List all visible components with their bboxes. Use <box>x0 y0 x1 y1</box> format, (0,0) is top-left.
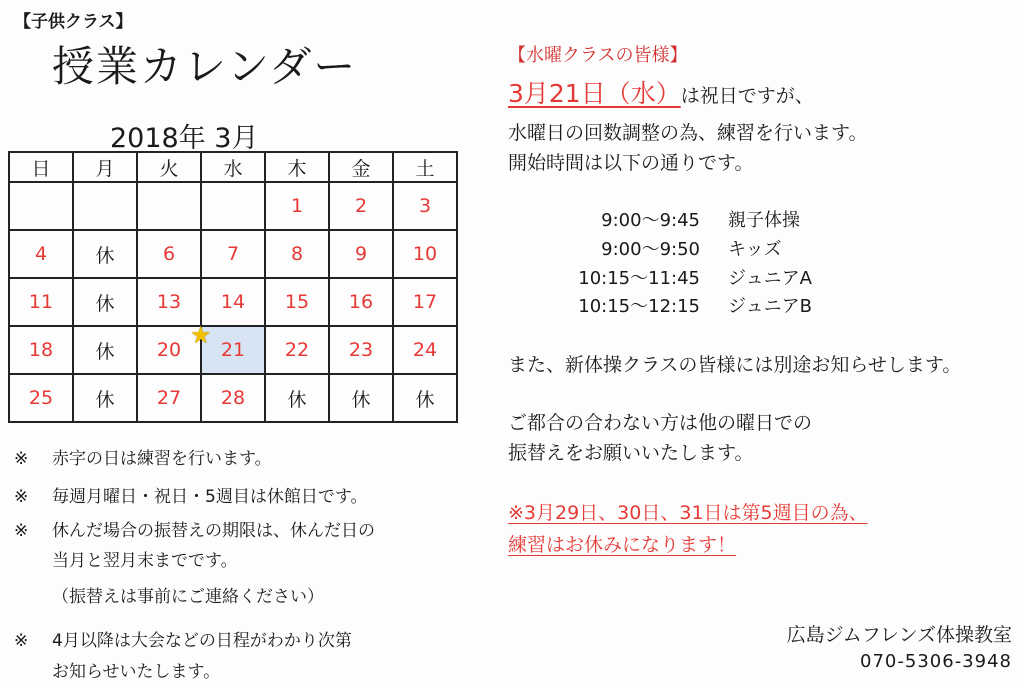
note-2 <box>14 482 367 507</box>
note-text: 4月以降は大会などの日程がわかり次第 <box>52 631 352 651</box>
weekday-header: 日 <box>9 152 73 182</box>
calendar-day-text: 17 <box>412 291 438 313</box>
calendar-day-cell <box>329 278 393 326</box>
calendar-day-cell <box>201 278 265 326</box>
calendar-day-text: 休 <box>95 244 115 267</box>
calendar-day-cell <box>265 326 329 374</box>
gym-name: 広島ジムフレンズ体操教室 <box>786 624 1012 646</box>
weekday-header: 月 <box>73 152 137 182</box>
alternative-note-line-2: 振替えをお願いいたします。 <box>508 442 754 464</box>
calendar-empty-cell <box>137 182 201 230</box>
schedule-time: 10:15～12:15 <box>578 296 700 317</box>
schedule-time: 10:15～11:45 <box>578 268 700 289</box>
start-time-note: 開始時間は以下の通りです。 <box>508 152 754 174</box>
fifth-week-notice-line-2: 練習はお休みになります！ <box>508 534 737 556</box>
calendar-day-cell <box>393 278 457 326</box>
calendar-day-text: 休 <box>351 388 371 411</box>
calendar-day-text: 21 <box>220 339 246 361</box>
calendar-day-cell <box>137 230 201 278</box>
calendar-day-text: 25 <box>28 387 54 409</box>
schedule-row <box>560 264 812 290</box>
note-3 <box>14 516 375 541</box>
calendar-day-cell <box>329 374 393 422</box>
calendar-day-text: 2 <box>354 195 368 217</box>
calendar-day-cell <box>265 182 329 230</box>
note-1 <box>14 444 272 469</box>
note-text: 毎週月曜日・祝日・5週目は休館日です。 <box>52 487 368 507</box>
calendar-day-text: 1 <box>290 195 304 217</box>
calendar-day-text: 13 <box>156 291 182 313</box>
calendar-week-row <box>9 182 457 230</box>
note-text: 休んだ場合の振替えの期限は、休んだ日の <box>52 521 375 541</box>
calendar-empty-cell <box>73 182 137 230</box>
calendar-day-cell <box>9 326 73 374</box>
weekday-header-row <box>9 152 457 182</box>
schedule-time: 9:00～9:45 <box>601 210 700 231</box>
calendar-day-text: 7 <box>226 243 240 265</box>
calendar-day-cell <box>393 374 457 422</box>
fifth-week-notice-line-1: ※3月29日、30日、31日は第5週目の為、 <box>508 502 868 524</box>
calendar-day-cell <box>201 374 265 422</box>
holiday-date-line <box>508 74 814 110</box>
schedule-class: ジュニアB <box>728 296 812 317</box>
schedule-row <box>560 206 800 232</box>
calendar-day-text: 24 <box>412 339 438 361</box>
note-mark: ※ <box>14 631 29 651</box>
calendar-day-cell <box>329 182 393 230</box>
calendar-day-text: 休 <box>95 388 115 411</box>
calendar-empty-cell <box>9 182 73 230</box>
note-mark: ※ <box>14 487 29 507</box>
gym-phone: 070-5306-3948 <box>860 651 1012 672</box>
calendar-day-cell <box>9 278 73 326</box>
calendar-day-text: 3 <box>418 195 432 217</box>
calendar-day-cell <box>201 230 265 278</box>
calendar-day-cell <box>329 326 393 374</box>
calendar-day-text: 11 <box>28 291 54 313</box>
note-mark: ※ <box>14 449 29 469</box>
calendar-week-row <box>9 278 457 326</box>
note-3-line-2: 当月と翌月末までです。 <box>52 551 238 571</box>
calendar-day-text: 休 <box>95 292 115 315</box>
calendar-day-text: 22 <box>284 339 310 361</box>
calendar-day-text: 14 <box>220 291 246 313</box>
calendar-day-text: 休 <box>287 388 307 411</box>
schedule-time: 9:00～9:50 <box>601 239 700 260</box>
holiday-date: 3月21日（水） <box>508 79 681 108</box>
calendar-week-row <box>9 374 457 422</box>
note-mark: ※ <box>14 521 29 541</box>
class-tag: 【子供クラス】 <box>14 12 133 32</box>
calendar-day-cell <box>265 278 329 326</box>
calendar-day-cell <box>137 278 201 326</box>
schedule-class: ジュニアA <box>728 268 812 289</box>
calendar-day-text: 16 <box>348 291 374 313</box>
calendar-day-cell <box>393 326 457 374</box>
wednesday-heading: 【水曜クラスの皆様】 <box>508 45 688 66</box>
weekday-header: 木 <box>265 152 329 182</box>
calendar-body <box>9 182 457 422</box>
calendar-week-row <box>9 230 457 278</box>
weekday-header: 土 <box>393 152 457 182</box>
calendar-day-cell <box>9 374 73 422</box>
calendar-day-cell <box>9 230 73 278</box>
calendar-day-text: 23 <box>348 339 374 361</box>
note-4 <box>14 626 352 651</box>
page-title: 授業カレンダー <box>52 42 358 91</box>
note-4-line-2: お知らせいたします。 <box>52 662 221 682</box>
calendar-day-cell <box>265 374 329 422</box>
calendar-day-cell <box>73 326 137 374</box>
calendar-day-cell <box>265 230 329 278</box>
calendar-day-text: 6 <box>162 243 176 265</box>
schedule-row <box>560 292 812 318</box>
calendar-table <box>8 151 458 423</box>
schedule-class: キッズ <box>728 239 782 260</box>
schedule-class: 親子体操 <box>728 210 800 231</box>
new-class-note: また、新体操クラスの皆様には別途お知らせします。 <box>508 354 962 376</box>
holiday-date-suffix: は祝日ですが、 <box>680 85 814 107</box>
month-label: 2018年 3月 <box>110 123 259 154</box>
calendar-day-cell <box>73 278 137 326</box>
calendar-day-cell <box>393 182 457 230</box>
calendar-day-text: 27 <box>156 387 182 409</box>
calendar-day-text: 15 <box>284 291 310 313</box>
calendar-day-text: 4 <box>34 243 48 265</box>
alternative-note-line-1: ご都合の合わない方は他の曜日での <box>508 412 813 434</box>
calendar-day-cell <box>393 230 457 278</box>
weekday-header: 水 <box>201 152 265 182</box>
calendar-day-text: 9 <box>354 243 368 265</box>
calendar-day-cell <box>329 230 393 278</box>
calendar-day-text: 20 <box>156 339 182 361</box>
schedule-row <box>560 235 782 261</box>
calendar-day-cell <box>73 374 137 422</box>
weekday-header: 火 <box>137 152 201 182</box>
calendar-day-text: 18 <box>28 339 54 361</box>
calendar-day-cell <box>73 230 137 278</box>
calendar-day-text: 10 <box>412 243 438 265</box>
calendar-day-text: 休 <box>415 388 435 411</box>
calendar-day-cell <box>190 321 265 374</box>
note-text: 赤字の日は練習を行います。 <box>52 449 272 469</box>
note-3-line-3: （振替えは事前にご連絡ください） <box>52 587 324 607</box>
calendar-empty-cell <box>201 182 265 230</box>
weekday-header: 金 <box>329 152 393 182</box>
practice-note: 水曜日の回数調整の為、練習を行います。 <box>508 122 868 144</box>
calendar-day-text: 8 <box>290 243 304 265</box>
calendar-day-text: 28 <box>220 387 246 409</box>
star-icon: ★ <box>190 321 212 349</box>
calendar-day-text: 休 <box>95 340 115 363</box>
calendar-day-cell <box>137 374 201 422</box>
calendar-week-row <box>9 326 457 374</box>
